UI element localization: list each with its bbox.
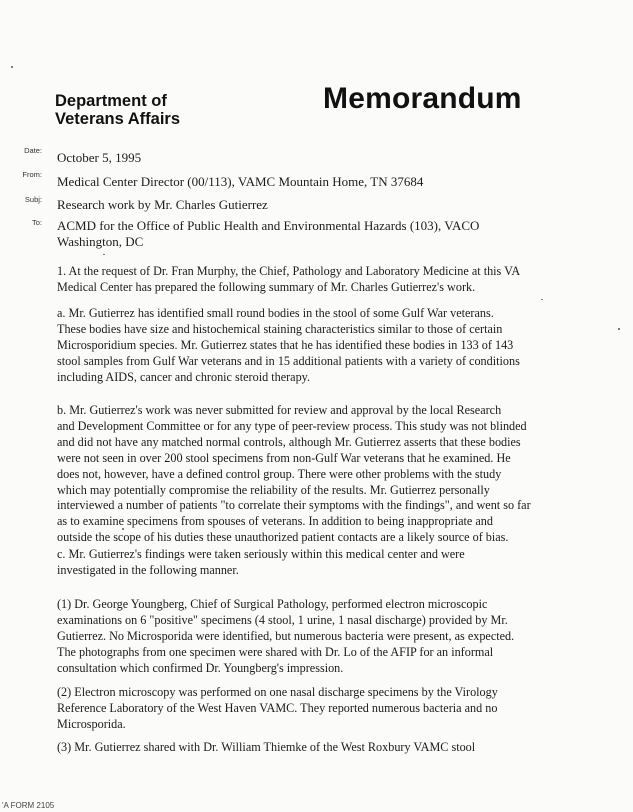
paragraph-1 <box>57 264 557 296</box>
subject-value: Research work by Mr. Charles Gutierrez <box>57 197 268 212</box>
paragraph-line: Gutierrez. No Microsporida were identified, but numerous bacteria were present, as expected. <box>57 628 515 643</box>
to-value-line-1: ACMD for the Office of Public Health and Environmental Hazards (103), VACO <box>57 218 480 233</box>
paragraph-line: (3) Mr. Gutierrez shared with Dr. William Thiemke of the West Roxbury VAMC stool <box>57 740 476 754</box>
paragraph-1c-2 <box>57 685 557 733</box>
paragraph-1a <box>57 306 557 386</box>
scan-speck <box>11 66 13 68</box>
scan-speck <box>122 528 124 530</box>
date-value: October 5, 1995 <box>57 150 142 165</box>
paragraph-line: interviewed a number of patients "to correlate their symptoms with the findings", and went so far <box>57 498 531 513</box>
scan-speck <box>541 299 543 300</box>
memorandum-title: Memorandum <box>323 82 522 115</box>
paragraph-line: These bodies have size and histochemical staining characteristics similar to those of certain <box>57 321 503 336</box>
paragraph-line: The photographs from one specimen were shared with Dr. Lo of the AFIP for an informal <box>57 644 494 659</box>
paragraph-line: Microsporidium species. Mr. Gutierrez states that he has identified these bodies in 133 of 143 <box>57 337 514 352</box>
paragraph-line: (1) Dr. George Youngberg, Chief of Surgical Pathology, performed electron microscopic <box>57 597 488 611</box>
paragraph-1c-1 <box>57 597 557 677</box>
paragraph-line: as to examine specimens from spouses of veterans. In addition to being inappropriate and <box>57 514 493 529</box>
to-value-line-2: Washington, DC <box>57 234 144 249</box>
paragraph-line: stool samples from Gulf War veterans and in 15 additional patients with a variety of conditions <box>57 353 520 368</box>
paragraph-line: Microsporida. <box>57 716 126 731</box>
scan-speck <box>103 254 105 255</box>
date-label: Date: <box>24 146 42 155</box>
to-label: To: <box>31 218 42 227</box>
department-heading <box>55 92 180 128</box>
paragraph-line: and did not have any matched normal controls, although Mr. Gutierrez asserts that these bodies <box>57 434 521 449</box>
paragraph-1b <box>57 403 557 546</box>
paragraph-line: consultation which confirmed Dr. Youngberg's impression. <box>57 660 344 675</box>
paragraph-1c <box>57 547 557 579</box>
paragraph-line: were not seen in over 200 stool specimens from non-Gulf War veterans that he examined. He <box>57 450 511 465</box>
scan-speck <box>618 328 620 330</box>
paragraph-line: b. Mr. Gutierrez's work was never submitted for review and approval by the local Research <box>57 403 502 417</box>
paragraph-line: does not, however, have a defined control group. There were other problems with the study <box>57 466 502 481</box>
paragraph-line: examinations on 6 "positive" specimens (4 stool, 1 urine, 1 nasal discharge) provided by Mr. <box>57 612 508 627</box>
department-line-1: Department of <box>55 92 167 110</box>
form-number: 'A FORM 2105 <box>2 801 55 810</box>
paragraph-line: 1. At the request of Dr. Fran Murphy, the Chief, Pathology and Laboratory Medicine at this VA <box>57 264 521 278</box>
paragraph-line: investigated in the following manner. <box>57 562 239 577</box>
paragraph-line: outside the scope of his duties these unauthorized patient contacts are a likely source of bias. <box>57 530 509 545</box>
paragraph-line: which may potentially compromise the reliability of the results. Mr. Gutierrez personally <box>57 482 490 497</box>
from-value: Medical Center Director (00/113), VAMC Mountain Home, TN 37684 <box>57 174 424 189</box>
paragraph-line: and Development Committee or for any type of peer-review process. This study was not blinded <box>57 418 527 433</box>
paragraph-line: including AIDS, cancer and chronic steroid therapy. <box>57 369 311 384</box>
paragraph-line: (2) Electron microscopy was performed on one nasal discharge specimens by the Virology <box>57 685 498 699</box>
subject-label: Subj: <box>24 195 42 204</box>
paragraph-line: c. Mr. Gutierrez's findings were taken seriously within this medical center and were <box>57 547 465 561</box>
paragraph-line: Reference Laboratory of the West Haven VAMC. They reported numerous bacteria and no <box>57 700 498 715</box>
paragraph-line: Medical Center has prepared the following summary of Mr. Charles Gutierrez's work. <box>57 279 476 294</box>
department-line-2: Veterans Affairs <box>55 110 181 128</box>
paragraph-line: a. Mr. Gutierrez has identified small round bodies in the stool of some Gulf War veterans. <box>57 306 494 320</box>
paragraph-1c-3 <box>57 740 557 756</box>
from-label: From: <box>22 170 42 179</box>
